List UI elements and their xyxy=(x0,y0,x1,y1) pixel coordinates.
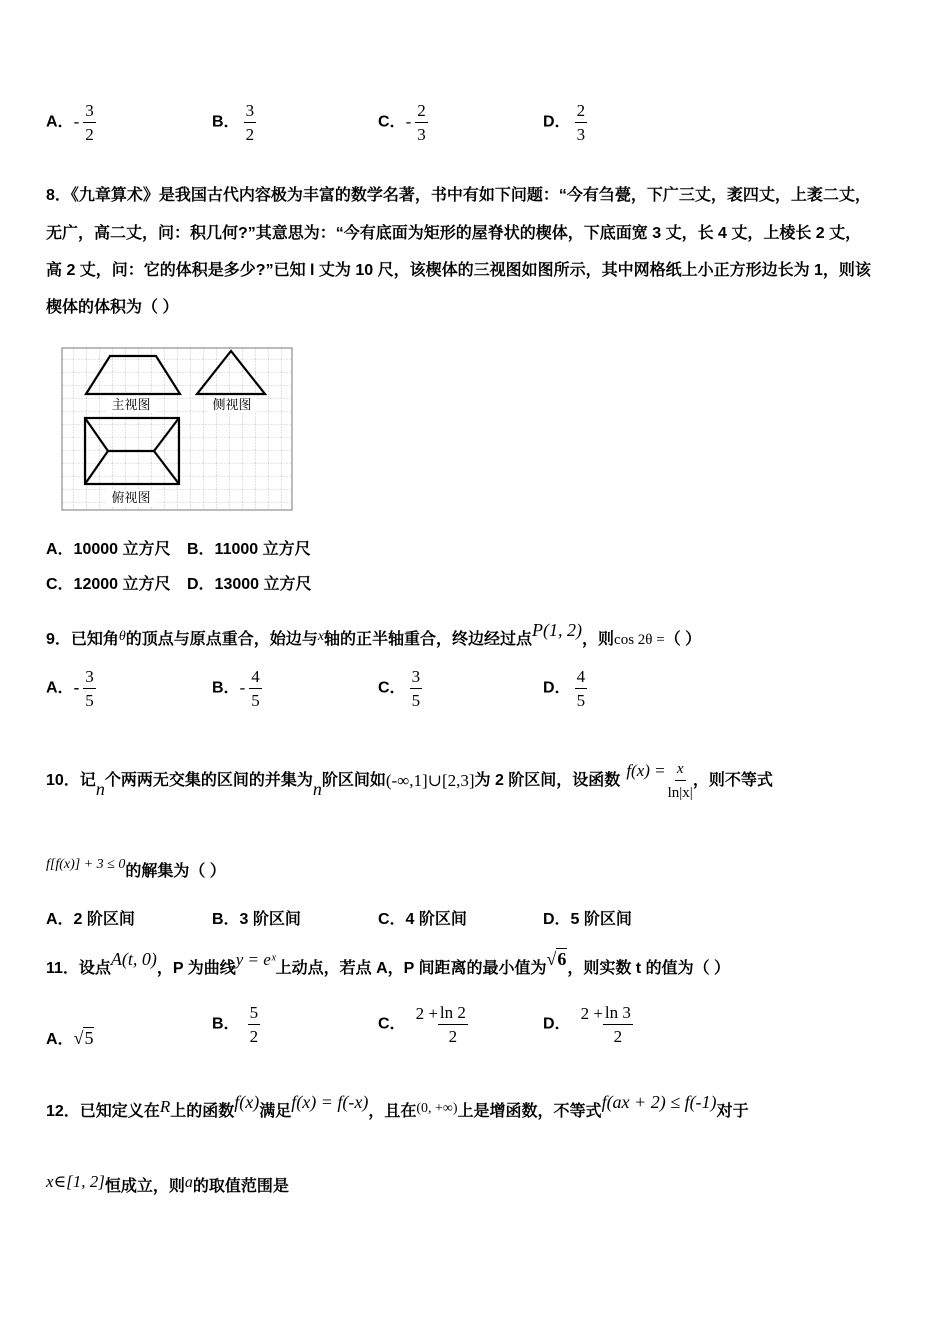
q10-option-a: A．2 阶区间 xyxy=(46,911,135,928)
q8-option-a: A．10000 立方尺 xyxy=(46,541,171,558)
q10-option-b: B．3 阶区间 xyxy=(212,911,301,928)
q9-option-d: D． $\frac{4}{5}$ xyxy=(543,667,586,710)
q12-stem-2: x∈[1, 2]恒成立，则a的取值范围是 xyxy=(46,1172,289,1195)
q9-option-c: C． $\frac{3}{5}$ xyxy=(378,667,421,710)
q11-option-b: B． $\frac{5}{2}$ xyxy=(212,1003,259,1046)
q9-option-b: B．- $\frac{4}{5}$ xyxy=(212,667,260,710)
q11-option-d: D．2 + $\frac{\ln 3}{2}$ xyxy=(543,1003,631,1046)
q8-option-b: B．11000 立方尺 xyxy=(187,541,311,558)
q10-stem-2: f[f(x)] + 3 ≤ 0的解集为（ ） xyxy=(46,857,226,880)
q8-line-2: 无广，高二丈，问：积几何?”其意思为：“今有底面为矩形的屋脊状的楔体，下底面宽 3 丈，长 4 丈，上棱长 2 丈， xyxy=(46,225,862,242)
q11-option-c: C．2 + $\frac{\ln 2}{2}$ xyxy=(378,1003,466,1046)
q7-option-d: D． $\frac{2}{3}$ xyxy=(543,101,586,144)
q10-option-d: D．5 阶区间 xyxy=(543,911,632,928)
q8-line-4: 楔体的体积为（ ） xyxy=(46,299,179,316)
q9-stem: 9．已知角θ的顶点与原点重合，始边与x轴的正半轴重合，终边经过点P(1, 2)，则cos 2θ =（ ） xyxy=(46,620,702,648)
q11-option-a: A．√5 xyxy=(46,1028,94,1048)
q10-stem: 10．记 n 个两两无交集的区间的并集为 n 阶区间如 (-∞,1]∪[2,3] 为 2 阶区间，设函数 f(x) = $\frac{x}{\ln|x|}$ ，则不等式 xyxy=(46,761,773,801)
front-view-label: 主视图 xyxy=(111,398,151,413)
q9-option-a: A．- $\frac{3}{5}$ xyxy=(46,667,94,710)
q10-option-c: C．4 阶区间 xyxy=(378,911,467,928)
q7-option-b: B． $\frac{3}{2}$ xyxy=(212,101,255,144)
q8-line-3: 高 2 丈，问：它的体积是多少?”已知 l 丈为 10 尺，该楔体的三视图如图所示，其中网格纸上小正方形边长为 1，则该 xyxy=(46,262,871,279)
grid-paper xyxy=(62,348,292,510)
q8-option-c: C．12000 立方尺 xyxy=(46,576,171,593)
side-view-label: 侧视图 xyxy=(212,398,252,413)
q12-stem: 12．已知定义在R上的函数f(x)满足f(x) = f(-x)，且在(0, +∞)上是增函数，不等式f(ax + 2) ≤ f(-1)对于 xyxy=(46,1092,749,1120)
q8-line-1: 8．《九章算术》是我国古代内容极为丰富的数学名著，书中有如下问题：“今有刍甍，下广三丈，袤四丈，上袤二丈， xyxy=(46,187,871,204)
q11-stem: 11．设点A(t, 0)，P 为曲线y = eˣ上动点，若点 A，P 间距离的最小值为√6，则实数 t 的值为（ ） xyxy=(46,949,731,977)
top-view-label: 俯视图 xyxy=(111,491,151,506)
q7-option-c: C．- $\frac{2}{3}$ xyxy=(378,101,426,144)
q8-three-view-figure xyxy=(60,346,294,512)
q7-option-a: A．- $\frac{3}{2}$ xyxy=(46,101,94,144)
q8-option-d: D．13000 立方尺 xyxy=(187,576,312,593)
